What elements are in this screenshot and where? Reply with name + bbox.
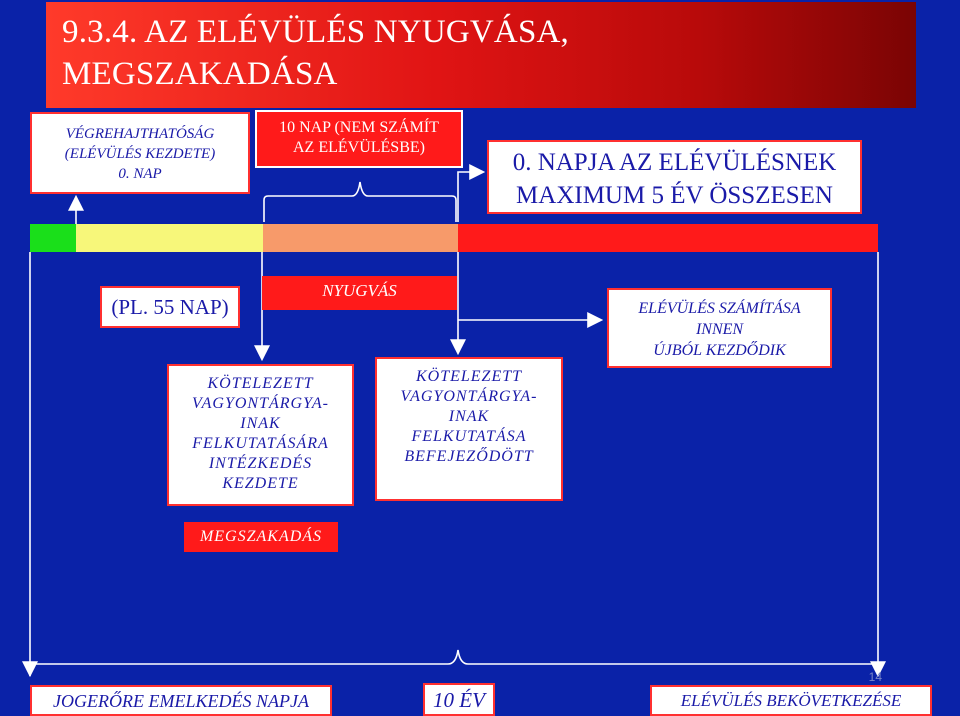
- search-end-line: BEFEJEZŐDÖTT: [404, 448, 534, 465]
- search-start-line: KÖTELEZETT: [207, 375, 314, 392]
- ten-years-box: 10 ÉV: [423, 683, 495, 716]
- maximum-period-line: 0. NAPJA AZ ELÉVÜLÉSNEK: [512, 149, 837, 176]
- final-judgment-box: JOGERŐRE EMELKEDÉS NAPJA: [30, 685, 332, 716]
- search-start-line: KEZDETE: [222, 475, 299, 492]
- restart-line: ELÉVÜLÉS SZÁMÍTÁSA: [638, 300, 801, 317]
- search-start-line: INTÉZKEDÉS: [208, 455, 313, 472]
- search-start-box: [167, 364, 354, 506]
- search-start-line: VAGYONTÁRGYA-: [192, 395, 329, 412]
- search-end-line: INAK: [448, 408, 490, 425]
- search-end-line: KÖTELEZETT: [415, 368, 523, 385]
- maximum-period-line: MAXIMUM 5 ÉV ÖSSZESEN: [516, 182, 833, 209]
- search-start-line: INAK: [240, 415, 281, 432]
- page-number: 14: [868, 670, 882, 684]
- brace-ten-day: [264, 182, 456, 222]
- enforceability-line: (ELÉVÜLÉS KEZDETE): [64, 146, 216, 162]
- page-title-line-2: MEGSZAKADÁSA: [62, 56, 338, 92]
- restart-box: [607, 288, 832, 368]
- arrow-to-maximum: [458, 172, 482, 222]
- search-end-box: [375, 357, 563, 501]
- restart-line: ÚJBÓL KEZDŐDIK: [653, 342, 786, 359]
- ten-day-line: 10 NAP (NEM SZÁMÍT: [279, 119, 439, 136]
- search-start-line: FELKUTATÁSÁRA: [192, 435, 329, 452]
- search-end-line: VAGYONTÁRGYA-: [400, 388, 538, 405]
- search-end-line: FELKUTATÁSA: [411, 428, 527, 445]
- page-title-line-1: 9.3.4. AZ ELÉVÜLÉS NYUGVÁSA,: [62, 14, 569, 50]
- suspension-label: NYUGVÁS: [262, 276, 457, 310]
- limitation-occurs-box: ELÉVÜLÉS BEKÖVETKEZÉSE: [650, 685, 932, 716]
- brace-ten-years: [30, 650, 878, 676]
- interruption-label: MEGSZAKADÁS: [184, 522, 338, 552]
- restart-line: INNEN: [695, 321, 744, 338]
- enforceability-line: 0. NAP: [118, 166, 162, 182]
- ten-day-line: AZ ELÉVÜLÉSBE): [293, 139, 425, 156]
- example-55-days-box: (PL. 55 NAP): [100, 286, 240, 328]
- enforceability-line: VÉGREHAJTHATÓSÁG: [65, 126, 215, 142]
